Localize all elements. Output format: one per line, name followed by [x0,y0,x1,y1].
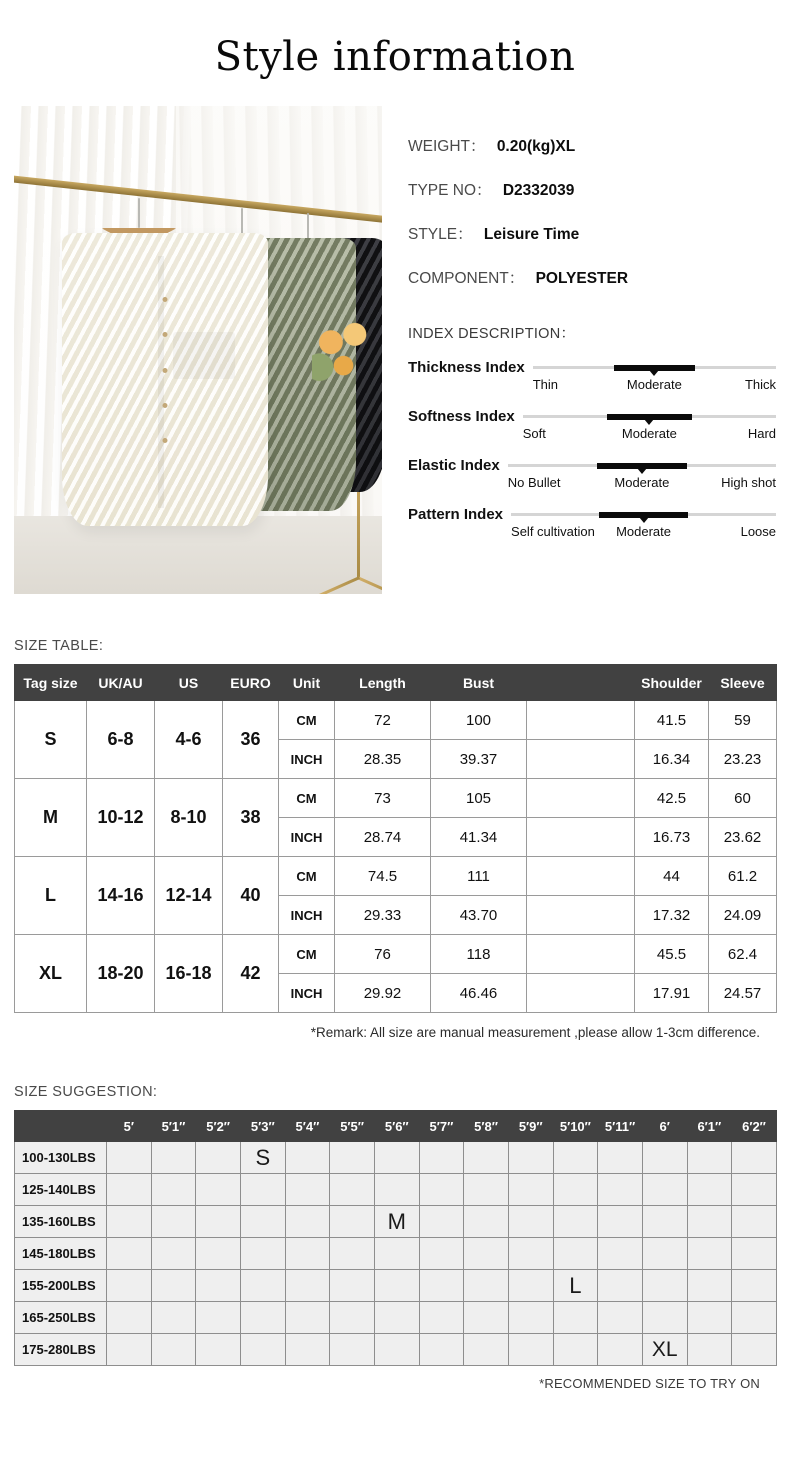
suggestion-cell[interactable] [196,1302,241,1334]
suggestion-cell[interactable] [598,1174,643,1206]
index-scale-mid: Moderate [614,475,670,490]
suggestion-cell[interactable] [240,1270,285,1302]
suggestion-cell[interactable] [642,1238,687,1270]
suggestion-cell[interactable] [642,1302,687,1334]
index-description-heading: INDEX DESCRIPTION： [408,326,576,342]
weight-label-3: 145-180LBS [15,1238,107,1270]
suggestion-cell[interactable] [553,1206,598,1238]
size-suggestion-footnote: *RECOMMENDED SIZE TO TRY ON [539,1376,760,1391]
spec-label: WEIGHT： [408,138,486,155]
suggestion-cell[interactable] [151,1238,196,1270]
suggestion-cell[interactable] [464,1302,509,1334]
index-meter [508,455,776,490]
shirt-pocket [173,332,235,379]
size-col-unit: Unit [279,665,335,701]
suggestion-cell[interactable] [330,1302,375,1334]
suggestion-cell[interactable] [553,1270,598,1302]
height-header-10: 5′10″ [553,1111,598,1142]
suggestion-cell[interactable] [374,1174,419,1206]
size-table-row [15,701,777,740]
height-header-14: 6′2″ [732,1111,777,1142]
size-col-bust: Bust [431,665,527,701]
suggestion-cell[interactable] [285,1238,330,1270]
size-cell-shoulder: 41.5 [635,701,709,740]
suggestion-cell[interactable] [107,1238,152,1270]
index-row-softness [408,406,776,441]
flowers [312,311,375,389]
index-row-elastic [408,455,776,490]
suggestion-cell[interactable] [642,1334,687,1366]
suggestion-cell[interactable] [374,1238,419,1270]
size-table-wrap [0,664,790,1040]
suggestion-cell[interactable] [642,1206,687,1238]
height-header-4: 5′4″ [285,1111,330,1142]
size-table-row [15,857,777,896]
size-cell-bust: 39.37 [431,740,527,779]
suggestion-cell[interactable] [330,1174,375,1206]
size-cell-blank [527,701,635,740]
suggestion-cell[interactable] [687,1270,732,1302]
shirt-button [162,368,167,373]
suggestion-cell[interactable] [732,1174,777,1206]
suggestion-cell[interactable] [687,1334,732,1366]
suggestion-cell[interactable] [240,1238,285,1270]
suggestion-cell[interactable] [374,1206,419,1238]
suggestion-cell[interactable] [419,1302,464,1334]
index-marker-icon [649,370,659,376]
suggestion-cell[interactable] [196,1206,241,1238]
index-marker-icon [637,468,647,474]
suggestion-cell[interactable] [508,1238,553,1270]
height-header-2: 5′2″ [196,1111,241,1142]
suggestion-cell[interactable] [464,1238,509,1270]
suggestion-cell[interactable] [553,1174,598,1206]
suggestion-cell[interactable] [598,1238,643,1270]
height-header-13: 6′1″ [687,1111,732,1142]
suggestion-cell[interactable] [508,1174,553,1206]
height-header-7: 5′7″ [419,1111,464,1142]
suggestion-cell[interactable] [107,1302,152,1334]
index-meter [511,504,776,539]
size-cell-unit: CM [279,857,335,896]
size-table-caption: SIZE TABLE: [14,638,104,654]
index-scale-low: No Bullet [507,475,561,490]
suggestion-cell[interactable] [330,1206,375,1238]
size-cell-shoulder: 45.5 [635,935,709,974]
suggestion-cell[interactable] [419,1206,464,1238]
size-cell-sz-euro: 38 [223,779,279,857]
suggestion-cell[interactable] [374,1142,419,1174]
size-cell-sleeve: 61.2 [709,857,777,896]
suggestion-cell[interactable] [419,1174,464,1206]
size-cell-length: 28.74 [335,818,431,857]
zone-label-s: S [255,1144,271,1170]
index-scale-high: Thick [744,377,776,392]
suggestion-cell[interactable] [732,1302,777,1334]
suggestion-cell[interactable] [285,1334,330,1366]
suggestion-cell[interactable] [374,1334,419,1366]
suggestion-cell[interactable] [240,1302,285,1334]
suggestion-cell[interactable] [464,1334,509,1366]
size-table-remark: *Remark: All size are manual measurement ,please allow 1-3cm difference. [310,1025,760,1040]
size-col-sleeve: Sleeve [709,665,777,701]
size-cell-shoulder: 42.5 [635,779,709,818]
height-header-6: 5′6″ [374,1111,419,1142]
height-header-8: 5′8″ [464,1111,509,1142]
suggestion-cell[interactable] [732,1270,777,1302]
size-cell-length: 72 [335,701,431,740]
size-suggestion-header-row [15,1111,777,1142]
index-scale [533,377,776,392]
size-cell-shoulder: 44 [635,857,709,896]
size-cell-bust: 111 [431,857,527,896]
size-cell-sleeve: 24.09 [709,896,777,935]
hanger-hook-icon [138,198,140,228]
suggestion-cell[interactable] [419,1142,464,1174]
index-marker-icon [644,419,654,425]
index-name: Elastic Index [408,457,500,474]
size-suggestion-corner [15,1111,107,1142]
suggestion-cell[interactable] [330,1334,375,1366]
size-table [14,664,777,1013]
suggestion-cell[interactable] [285,1302,330,1334]
size-cell-sz-us: 8-10 [155,779,223,857]
zone-label-m: M [387,1208,406,1234]
index-scale-high: High shot [721,475,776,490]
size-cell-blank [527,896,635,935]
suggestion-cell[interactable] [240,1142,285,1174]
size-col-euro: EURO [223,665,279,701]
height-header-5: 5′5″ [330,1111,375,1142]
suggestion-cell[interactable] [107,1142,152,1174]
suggestion-cell[interactable] [553,1142,598,1174]
size-cell-length: 28.35 [335,740,431,779]
suggestion-cell[interactable] [642,1270,687,1302]
index-scale-high: Loose [740,524,777,539]
size-cell-sz-uk-au: 6-8 [87,701,155,779]
index-meter [523,406,776,441]
suggestion-cell[interactable] [107,1270,152,1302]
suggestion-cell[interactable] [642,1142,687,1174]
size-cell-unit: INCH [279,740,335,779]
size-table-row [15,935,777,974]
index-row-thickness [408,357,776,392]
suggestion-cell[interactable] [687,1238,732,1270]
size-cell-unit: CM [279,935,335,974]
size-cell-unit: INCH [279,896,335,935]
suggestion-cell[interactable] [732,1142,777,1174]
suggestion-cell[interactable] [151,1142,196,1174]
index-track [523,415,776,418]
index-scale [523,426,776,441]
size-cell-shoulder: 16.73 [635,818,709,857]
size-cell-sz-uk-au: 18-20 [87,935,155,1013]
size-cell-sz-tag: M [15,779,87,857]
spec-row-style [408,222,776,244]
size-cell-blank [527,779,635,818]
size-suggestion-row [15,1238,777,1270]
index-scale [511,524,776,539]
index-track [508,464,776,467]
size-cell-blank [527,974,635,1013]
size-cell-blank [527,740,635,779]
size-cell-length: 73 [335,779,431,818]
size-cell-bust: 41.34 [431,818,527,857]
spec-list [382,106,776,594]
suggestion-cell[interactable] [151,1174,196,1206]
size-suggestion-table [14,1110,777,1366]
weight-label-0: 100-130LBS [15,1142,107,1174]
suggestion-cell[interactable] [508,1270,553,1302]
suggestion-cell[interactable] [464,1174,509,1206]
height-header-0: 5′ [107,1111,152,1142]
size-cell-bust: 118 [431,935,527,974]
zone-label-xl: XL [651,1337,678,1361]
suggestion-cell[interactable] [151,1206,196,1238]
suggestion-cell[interactable] [553,1334,598,1366]
index-scale-low: Thin [532,377,559,392]
size-cell-sz-uk-au: 14-16 [87,857,155,935]
suggestion-cell[interactable] [598,1334,643,1366]
size-col-us: US [155,665,223,701]
suggestion-cell[interactable] [732,1334,777,1366]
suggestion-cell[interactable] [285,1174,330,1206]
shirt-button [162,403,167,408]
weight-label-5: 165-250LBS [15,1302,107,1334]
suggestion-cell[interactable] [508,1206,553,1238]
size-table-row [15,779,777,818]
suggestion-cell[interactable] [374,1270,419,1302]
suggestion-cell[interactable] [196,1238,241,1270]
size-cell-sleeve: 62.4 [709,935,777,974]
size-cell-sz-euro: 36 [223,701,279,779]
size-cell-unit: INCH [279,974,335,1013]
spec-label: STYLE： [408,226,473,243]
suggestion-cell[interactable] [598,1270,643,1302]
index-name: Softness Index [408,408,515,425]
shirt-button [162,332,167,337]
suggestion-cell[interactable] [107,1334,152,1366]
suggestion-cell[interactable] [687,1174,732,1206]
size-cell-shoulder: 17.91 [635,974,709,1013]
size-cell-bust: 46.46 [431,974,527,1013]
size-cell-blank [527,857,635,896]
suggestion-cell[interactable] [553,1302,598,1334]
spec-row-component [408,266,776,288]
size-suggestion-caption: SIZE SUGGESTION: [14,1084,158,1100]
suggestion-cell[interactable] [508,1142,553,1174]
weight-label-4: 155-200LBS [15,1270,107,1302]
suggestion-cell[interactable] [285,1206,330,1238]
suggestion-cell[interactable] [598,1302,643,1334]
index-scale-mid: Moderate [621,426,677,441]
suggestion-cell[interactable] [107,1174,152,1206]
size-cell-sleeve: 24.57 [709,974,777,1013]
suggestion-cell[interactable] [196,1270,241,1302]
size-cell-unit: CM [279,701,335,740]
size-suggestion-row [15,1270,777,1302]
size-suggestion-body [15,1142,777,1366]
size-cell-sz-us: 12-14 [155,857,223,935]
index-name: Pattern Index [408,506,504,523]
size-col-blank [527,665,635,701]
spec-value: Leisure Time [483,226,580,243]
spec-value: POLYESTER [535,270,629,287]
size-cell-sleeve: 23.62 [709,818,777,857]
size-cell-blank [527,935,635,974]
suggestion-cell[interactable] [687,1302,732,1334]
size-cell-sleeve: 59 [709,701,777,740]
height-header-12: 6′ [642,1111,687,1142]
size-cell-unit: INCH [279,818,335,857]
size-cell-length: 29.92 [335,974,431,1013]
suggestion-cell[interactable] [464,1206,509,1238]
suggestion-cell[interactable] [240,1174,285,1206]
photo-floor [14,516,382,594]
size-cell-sz-euro: 42 [223,935,279,1013]
size-cell-sleeve: 23.23 [709,740,777,779]
suggestion-cell[interactable] [151,1302,196,1334]
size-suggestion-row [15,1302,777,1334]
size-col-shoulder: Shoulder [635,665,709,701]
spec-value: 0.20(kg)XL [496,138,576,155]
size-table-header-row [15,665,777,701]
height-header-11: 5′11″ [598,1111,643,1142]
suggestion-cell[interactable] [240,1206,285,1238]
size-suggestion-wrap [0,1110,790,1391]
suggestion-cell[interactable] [196,1334,241,1366]
size-cell-length: 74.5 [335,857,431,896]
product-photo [14,106,382,594]
index-track [511,513,776,516]
index-scale [508,475,776,490]
suggestion-cell[interactable] [508,1334,553,1366]
weight-label-2: 135-160LBS [15,1206,107,1238]
shirt-button [162,297,167,302]
index-name: Thickness Index [408,359,525,376]
index-scale-low: Self cultivation [511,524,595,539]
suggestion-cell[interactable] [464,1270,509,1302]
suggestion-cell[interactable] [732,1206,777,1238]
height-header-9: 5′9″ [508,1111,553,1142]
size-col-uk-au: UK/AU [87,665,155,701]
top-section [0,106,790,594]
suggestion-cell[interactable] [598,1206,643,1238]
size-col-tag-size: Tag size [15,665,87,701]
suggestion-cell[interactable] [687,1206,732,1238]
index-marker-icon [639,517,649,523]
size-cell-bust: 100 [431,701,527,740]
shirt-button [162,438,167,443]
height-header-3: 5′3″ [240,1111,285,1142]
suggestion-cell[interactable] [508,1302,553,1334]
suggestion-cell[interactable] [285,1270,330,1302]
page-title: Style information [214,34,576,80]
suggestion-cell[interactable] [419,1270,464,1302]
suggestion-cell[interactable] [196,1174,241,1206]
suggestion-cell[interactable] [419,1238,464,1270]
suggestion-cell[interactable] [687,1142,732,1174]
index-scale-mid: Moderate [626,377,682,392]
spec-row-type-no [408,178,776,200]
spec-row-weight [408,134,776,156]
size-cell-sz-euro: 40 [223,857,279,935]
size-cell-bust: 43.70 [431,896,527,935]
size-cell-sz-tag: L [15,857,87,935]
size-suggestion-row [15,1334,777,1366]
size-cell-sz-tag: XL [15,935,87,1013]
suggestion-cell[interactable] [374,1302,419,1334]
suggestion-cell[interactable] [732,1238,777,1270]
index-scale-mid: Moderate [616,524,671,539]
size-cell-bust: 105 [431,779,527,818]
size-table-body [15,701,777,1013]
index-meter [533,357,776,392]
height-header-1: 5′1″ [151,1111,196,1142]
size-cell-blank [527,818,635,857]
size-cell-unit: CM [279,779,335,818]
index-track [533,366,776,369]
spec-label: COMPONENT： [408,270,525,287]
index-row-pattern [408,504,776,539]
suggestion-cell[interactable] [642,1174,687,1206]
suggestion-cell[interactable] [553,1238,598,1270]
size-cell-sz-us: 4-6 [155,701,223,779]
spec-label: TYPE NO： [408,182,492,199]
zone-label-l: L [569,1272,582,1298]
suggestion-cell[interactable] [285,1142,330,1174]
size-suggestion-row [15,1174,777,1206]
size-cell-sz-tag: S [15,701,87,779]
size-cell-length: 76 [335,935,431,974]
suggestion-cell[interactable] [419,1334,464,1366]
suggestion-cell[interactable] [151,1334,196,1366]
size-cell-sz-uk-au: 10-12 [87,779,155,857]
suggestion-cell[interactable] [240,1334,285,1366]
spec-value: D2332039 [502,182,575,199]
size-suggestion-row [15,1206,777,1238]
index-scale-high: Hard [747,426,777,441]
suggestion-cell[interactable] [598,1142,643,1174]
size-cell-sleeve: 60 [709,779,777,818]
size-cell-sz-us: 16-18 [155,935,223,1013]
size-col-length: Length [335,665,431,701]
suggestion-cell[interactable] [151,1270,196,1302]
suggestion-cell[interactable] [330,1238,375,1270]
size-cell-shoulder: 16.34 [635,740,709,779]
suggestion-cell[interactable] [464,1142,509,1174]
shirt-placket [158,256,164,508]
weight-label-1: 125-140LBS [15,1174,107,1206]
shirt-cream [62,233,268,526]
suggestion-cell[interactable] [330,1142,375,1174]
size-suggestion-row [15,1142,777,1174]
weight-label-6: 175-280LBS [15,1334,107,1366]
size-cell-shoulder: 17.32 [635,896,709,935]
suggestion-cell[interactable] [330,1270,375,1302]
index-scale-low: Soft [522,426,546,441]
suggestion-cell[interactable] [107,1206,152,1238]
size-cell-length: 29.33 [335,896,431,935]
suggestion-cell[interactable] [196,1142,241,1174]
